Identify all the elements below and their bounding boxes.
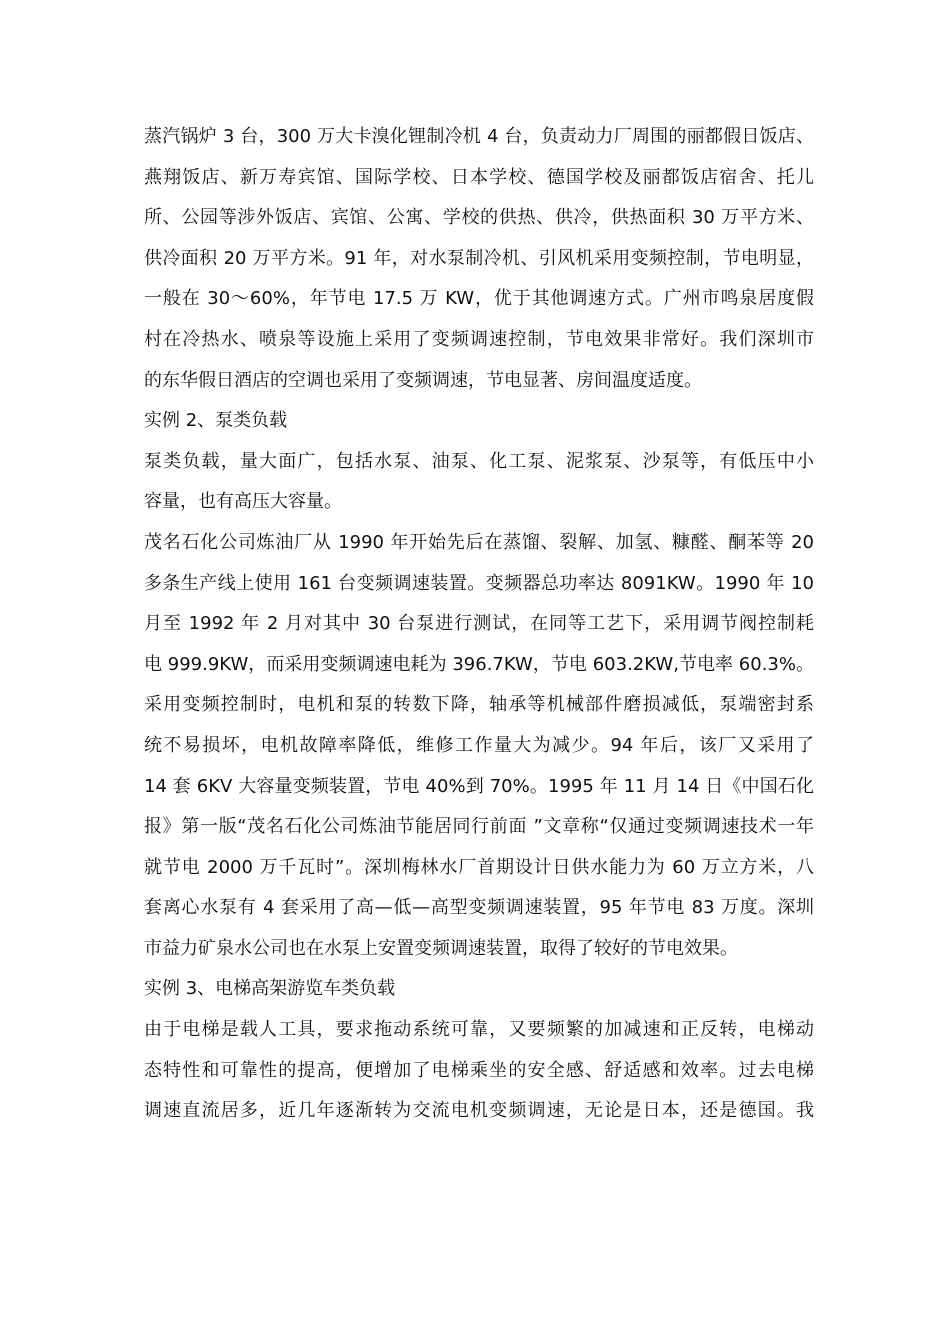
text-line: 村在冷热水、喷泉等设施上采用了变频调速控制，节电效果非常好。我们深圳市 (144, 328, 814, 350)
text-line: 态特性和可靠性的提高，便增加了电梯乘坐的安全感、舒适感和效率。过去电梯 (144, 1059, 814, 1081)
text-line: 14 套 6KV 大容量变频装置，节电 40%到 70%。1995 年 11 月 14 日《中国石化 (144, 775, 814, 797)
text-line: 市益力矿泉水公司也在水泵上安置变频调速装置，取得了较好的节电效果。 (144, 937, 738, 959)
text-line: 月至 1992 年 2 月对其中 30 台泵进行测试，在同等工艺下，采用调节阀控制耗 (144, 613, 814, 635)
text-line: 就节电 2000 万千瓦时”。深圳梅林水厂首期设计日供水能力为 60 万立方米，八 (144, 856, 814, 878)
text-line: 供冷面积 20 万平方米。91 年，对水泵制冷机、引风机采用变频控制，节电明显， (144, 247, 814, 269)
text-line: 茂名石化公司炼油厂从 1990 年开始先后在蒸馏、裂解、加氢、糠醛、酮苯等 20 (144, 531, 814, 553)
text-line: 调速直流居多，近几年逐渐转为交流电机变频调速，无论是日本，还是德国。我 (144, 1100, 814, 1122)
text-line: 容量，也有高压大容量。 (144, 491, 342, 513)
text-line: 的东华假日酒店的空调也采用了变频调速，节电显著、房间温度适度。 (144, 369, 702, 391)
text-line: 由于电梯是载人工具，要求拖动系统可靠，又要频繁的加减速和正反转，电梯动 (144, 1019, 814, 1041)
document-body (144, 117, 814, 1132)
text-line: 电 999.9KW，而采用变频调速电耗为 396.7KW，节电 603.2KW,节电率 60.3%。 (144, 653, 814, 675)
text-line: 报》第一版“茂名石化公司炼油节能居同行前面 ”文章称“仅通过变频调速技术一年 (144, 816, 814, 838)
text-line: 统不易损坏，电机故障率降低，维修工作量大为减少。94 年后，该厂又采用了 (144, 734, 814, 756)
section-heading: 实例 3、电梯高架游览车类负载 (144, 978, 396, 1000)
text-line: 多条生产线上使用 161 台变频调速装置。变频器总功率达 8091KW。1990 年 10 (144, 572, 814, 594)
text-line: 蒸汽锅炉 3 台，300 万大卡溴化锂制冷机 4 台，负责动力厂周围的丽都假日饭店、 (144, 126, 814, 147)
text-line: 一般在 30～60%，年节电 17.5 万 KW，优于其他调速方式。广州市鸣泉居度假 (144, 288, 814, 310)
text-line: 燕翔饭店、新万寿宾馆、国际学校、日本学校、德国学校及丽都饭店宿舍、托儿 (144, 166, 814, 188)
text-line: 采用变频控制时，电机和泵的转数下降，轴承等机械部件磨损减低，泵端密封系 (144, 694, 814, 716)
text-line: 泵类负载，量大面广，包括水泵、油泵、化工泵、泥浆泵、沙泵等，有低压中小 (144, 450, 814, 472)
section-heading: 实例 2、泵类负载 (144, 410, 288, 432)
text-line: 所、公园等涉外饭店、宾馆、公寓、学校的供热、供冷，供热面积 30 万平方米、 (144, 207, 814, 229)
text-line: 套离心水泵有 4 套采用了高—低—高型变频调速装置，95 年节电 83 万度。深圳 (144, 897, 814, 919)
